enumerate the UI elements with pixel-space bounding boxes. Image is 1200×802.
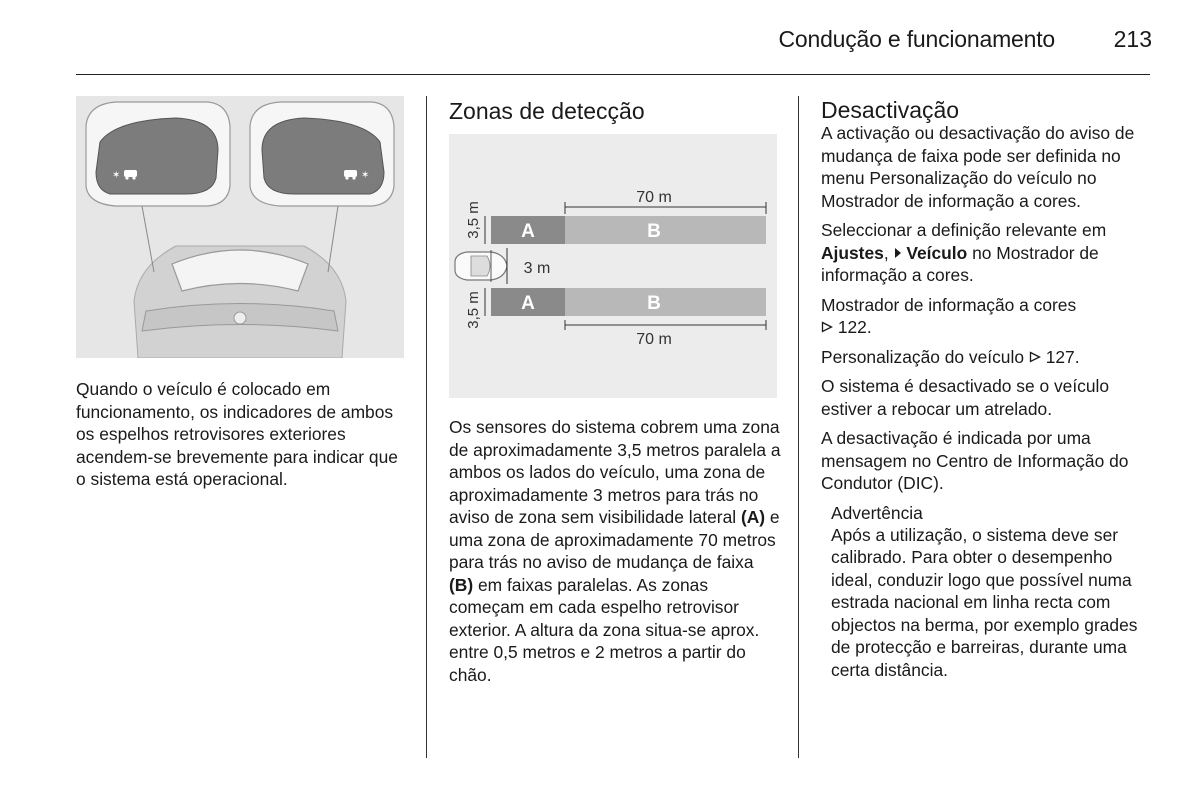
section-heading-deactivation: Desactivação <box>821 97 960 123</box>
text-run: Personalização do veículo <box>821 346 1025 367</box>
star-icon <box>361 170 369 181</box>
warning-heading: Advertência <box>831 502 923 523</box>
zone-b-label-bottom: B <box>647 293 661 314</box>
left-column <box>76 378 406 498</box>
middle-column <box>449 416 781 693</box>
right-p2 <box>821 219 1156 287</box>
right-column <box>821 98 1156 681</box>
svg-text:✶: ✶ <box>112 170 121 181</box>
right-p1: A activação ou desactivação do aviso de mudança de faixa pode ser definida no menu Personalização do veículo no Mostrador de informação a cores. <box>821 123 1135 211</box>
header-title: Condução e funcionamento <box>778 26 1055 52</box>
star-icon <box>112 170 120 181</box>
warning-text: Após a utilização, o sistema deve ser calibrado. Para obter o desempenho ideal, conduzir logo que possível numa estrada nacional em linha recta com objectos na berma, por exemplo grades de protecção e barreiras, durante uma certa distância. <box>831 524 1138 680</box>
left-paragraph: Quando o veículo é colocado em funcionamento, os indicadores de ambos os espelhos retrovisores exteriores acendem-se brevemente para indicar que o sistema está operacional. <box>76 379 398 489</box>
zone-b-ref: (B) <box>449 574 474 595</box>
detection-zones-paragraph <box>449 416 781 686</box>
rear-label: 3 m <box>523 260 551 277</box>
text-run: Mostrador de informação a cores <box>821 294 1077 315</box>
zone-a-label-top: A <box>521 221 535 242</box>
right-p3 <box>821 294 1156 339</box>
column-divider-left <box>426 96 427 758</box>
width-label-top: 3,5 m <box>465 201 482 239</box>
length-label-bottom: 70 m <box>636 331 672 348</box>
text-run: no Mostrador de informação a cores. <box>821 242 1099 285</box>
page-ref: 127. <box>1045 346 1080 367</box>
text-run: , <box>883 242 894 263</box>
width-label-bottom: 3,5 m <box>465 291 482 329</box>
zone-a-label-bottom: A <box>521 293 535 314</box>
zone-b-bottom <box>565 288 766 316</box>
right-p5: O sistema é desactivado se o veículo estiver a rebocar um atrelado. <box>821 376 1110 419</box>
zone-a-ref: (A) <box>740 507 766 527</box>
section-heading-detection: Zonas de detecção <box>449 98 645 124</box>
svg-text:✶: ✶ <box>361 170 370 181</box>
mirror-illustration <box>76 96 404 358</box>
page-reference-icon <box>1029 346 1041 369</box>
detection-zones-diagram <box>449 134 777 398</box>
text-run: em faixas paralelas. As zonas começam em cada espelho retrovisor exterior. A altura da zona situa-se aprox. entre 0,5 metros e 2 metros a partir do chão. <box>449 574 760 685</box>
header-rule <box>76 74 1150 75</box>
menu-ajustes: Ajustes <box>821 242 884 263</box>
car-top-view <box>455 252 507 280</box>
length-label-top: 70 m <box>636 189 672 206</box>
middle-column-heading-wrap <box>449 98 779 124</box>
page-reference-icon <box>821 316 833 339</box>
right-p4 <box>821 346 1156 369</box>
column-divider-right <box>798 96 799 758</box>
zone-b-top <box>565 216 766 244</box>
right-p6: A desactivação é indicada por uma mensagem no Centro de Informação do Condutor (DIC). <box>821 428 1129 493</box>
arrow-right-icon <box>894 242 902 265</box>
menu-veiculo: Veículo <box>906 242 968 263</box>
text-run: Seleccionar a definição relevante em <box>821 220 1107 240</box>
page-number: 213 <box>1113 26 1152 52</box>
zone-b-label-top: B <box>647 221 661 242</box>
text-run: e uma zona de aproximadamente 70 metros para trás no aviso de mudança de faixa <box>449 507 780 572</box>
warning-box <box>831 502 1156 682</box>
text-run: Os sensores do sistema cobrem uma zona de aproximadamente 3,5 metros paralela a ambos os lados do veículo, uma zona de aproximadamente 3 metros para trás no aviso de zona sem visibilidade lateral <box>449 417 781 527</box>
page-ref: 122. <box>837 317 872 337</box>
